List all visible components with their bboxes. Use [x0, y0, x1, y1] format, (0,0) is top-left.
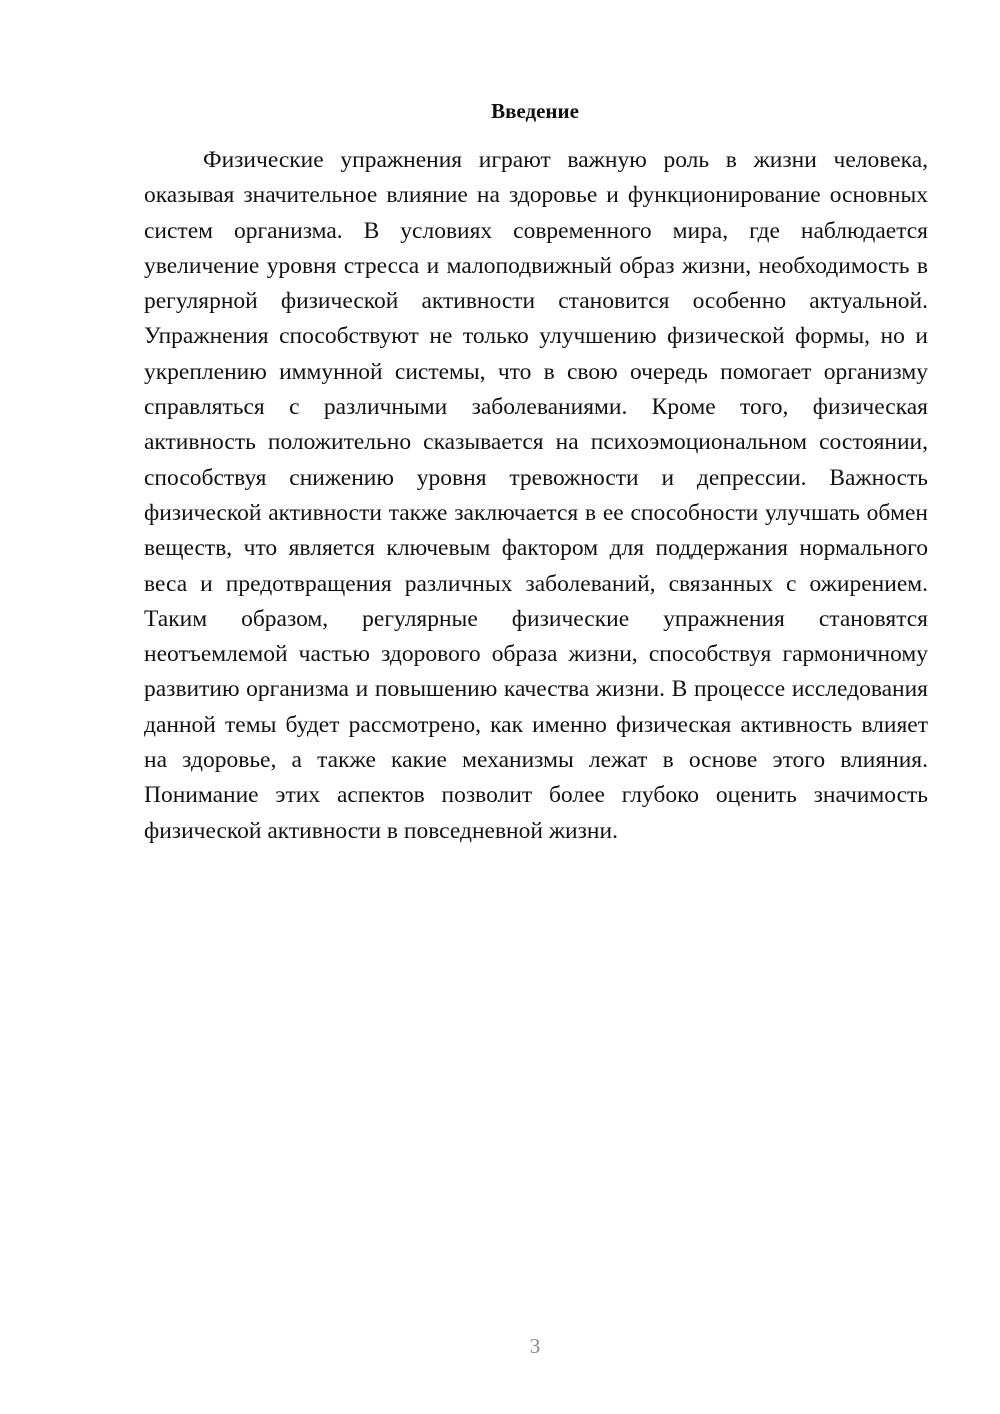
page-number: 3: [529, 1334, 541, 1358]
intro-paragraph: Физические упражнения играют важную роль в жизни человека, оказывая значительное влияние на здоровье и функционирование основных систем организма. В условиях современного мира, где наблюдается увеличение уровня стресса и малоподвижный образ жизни, необходимость в регулярной физической активности становится особенно актуальной. Упражнения способствуют не только улучшению физической формы, но и укреплению иммунной системы, что в свою очередь помогает организму справляться с различными заболеваниями. Кроме того, физическая активность положительно сказывается на психоэмоциональном состоянии, способствуя снижению уровня тревожности и депрессии. Важность физической активности также заключается в ее способности улучшать обмен веществ, что является ключевым фактором для поддержания нормального веса и предотвращения различных заболеваний, связанных с ожирением. Таким образом, регулярные физические упражнения становятся неотъемлемой частью здорового образа жизни, способствуя гармоничному развитию организма и повышению качества жизни. В процессе исследования данной темы будет рассмотрено, как именно физическая активность влияет на здоровье, а также какие механизмы лежат в основе этого влияния. Понимание этих аспектов позволит более глубоко оценить значимость физической активности в повседневной жизни.: [144, 147, 928, 844]
section-title: Введение: [491, 99, 579, 123]
